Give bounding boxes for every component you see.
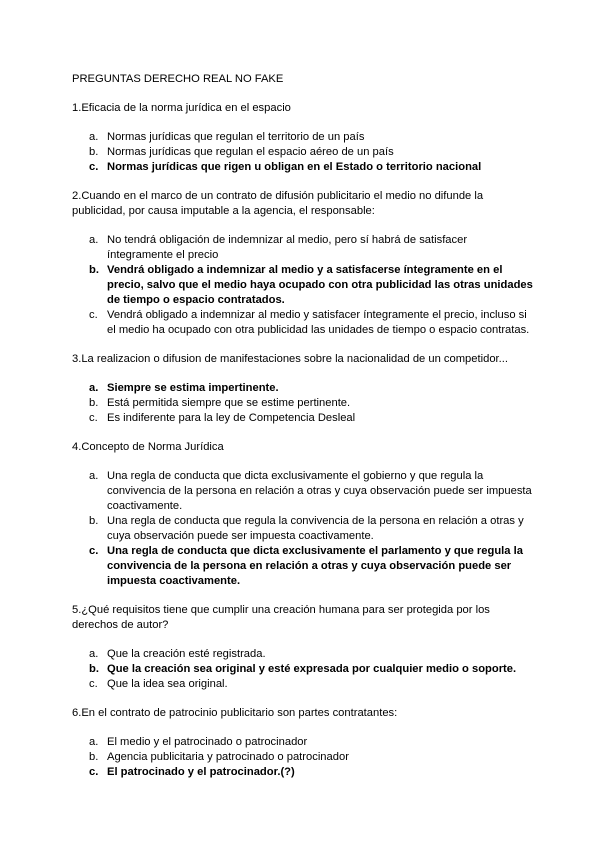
- option-text: Vendrá obligado a indemnizar al medio y a satisfacerse íntegramente en el precio, salvo que el medio haya ocupado con otra publicidad las otras unidades de tiempo o espacio contratados.: [107, 264, 533, 306]
- option-letter: c.: [89, 678, 98, 690]
- option-text: Está permitida siempre que se estime pertinente.: [107, 397, 351, 409]
- question-text: 2.Cuando en el marco de un contrato de difusión publicitario el medio no difunde la publicidad, por causa imputable a la agencia, el responsable:: [72, 190, 484, 217]
- question-3: [72, 352, 534, 426]
- option-letter: c.: [89, 766, 99, 778]
- option-list: [72, 130, 534, 175]
- option-text: Es indiferente para la ley de Competencia Desleal: [107, 412, 356, 424]
- correct-answer-option: [72, 662, 534, 677]
- option-text: Normas jurídicas que regulan el espacio aéreo de un país: [107, 146, 394, 158]
- option-text: Que la idea sea original.: [107, 678, 228, 690]
- option-letter: b.: [89, 663, 99, 675]
- option-text: El medio y el patrocinado o patrocinador: [107, 736, 308, 748]
- answer-option: [72, 396, 534, 411]
- answer-option: [72, 308, 534, 338]
- option-letter: c.: [89, 545, 99, 557]
- question-5: [72, 603, 534, 692]
- option-letter: a.: [89, 382, 99, 394]
- answer-option: [72, 677, 534, 692]
- option-letter: a.: [89, 736, 99, 748]
- option-letter: b.: [89, 264, 99, 276]
- answer-option: [72, 411, 534, 426]
- option-letter: c.: [89, 309, 98, 321]
- option-text: Que la creación sea original y esté expresada por cualquier medio o soporte.: [107, 663, 517, 675]
- option-letter: b.: [89, 397, 99, 409]
- answer-option: [72, 233, 534, 263]
- option-text: No tendrá obligación de indemnizar al medio, pero sí habrá de satisfacer íntegramente el precio: [107, 234, 468, 261]
- correct-answer-option: [72, 381, 534, 396]
- question-text: 4.Concepto de Norma Jurídica: [72, 441, 224, 453]
- option-text: Vendrá obligado a indemnizar al medio y satisfacer íntegramente el precio, incluso si el medio ha ocupado con otra publicidad las unidades de tiempo o espacio contratas.: [107, 309, 530, 336]
- answer-option: [72, 145, 534, 160]
- option-text: Agencia publicitaria y patrocinado o patrocinador: [107, 751, 349, 763]
- option-letter: b.: [89, 751, 99, 763]
- option-list: [72, 381, 534, 426]
- option-list: [72, 469, 534, 589]
- option-letter: a.: [89, 131, 99, 143]
- option-list: [72, 647, 534, 692]
- option-text: Que la creación esté registrada.: [107, 648, 266, 660]
- correct-answer-option: [72, 765, 534, 780]
- question-4: [72, 440, 534, 589]
- question-list: [72, 101, 534, 780]
- question-text: 5.¿Qué requisitos tiene que cumplir una creación humana para ser protegida por los derechos de autor?: [72, 604, 490, 631]
- answer-option: [72, 469, 534, 514]
- option-letter: a.: [89, 470, 99, 482]
- correct-answer-option: [72, 263, 534, 308]
- answer-option: [72, 735, 534, 750]
- option-letter: c.: [89, 161, 99, 173]
- question-text: 6.En el contrato de patrocinio publicitario son partes contratantes:: [72, 707, 398, 719]
- option-text: Normas jurídicas que regulan el territorio de un país: [107, 131, 365, 143]
- option-letter: b.: [89, 146, 99, 158]
- answer-option: [72, 514, 534, 544]
- option-text: Una regla de conducta que regula la convivencia de la persona en relación a otras y cuya observación puede ser impuesta coactivamente.: [107, 515, 524, 542]
- answer-option: [72, 750, 534, 765]
- option-letter: a.: [89, 234, 99, 246]
- question-text: 3.La realizacion o difusion de manifestaciones sobre la nacionalidad de un competidor...: [72, 353, 508, 365]
- question-text: 1.Eficacia de la norma jurídica en el espacio: [72, 102, 291, 114]
- option-letter: b.: [89, 515, 99, 527]
- question-6: [72, 706, 534, 780]
- document-title: PREGUNTAS DERECHO REAL NO FAKE: [72, 73, 284, 85]
- option-text: Una regla de conducta que dicta exclusivamente el gobierno y que regula la convivencia de la persona en relación a otras y cuya observación puede ser impuesta coactivamente.: [107, 470, 532, 512]
- option-text: Una regla de conducta que dicta exclusivamente el parlamento y que regula la convivencia de la persona en relación a otras y cuya observación puede ser impuesta coactivamente.: [107, 545, 523, 587]
- option-list: [72, 735, 534, 780]
- correct-answer-option: [72, 160, 534, 175]
- correct-answer-option: [72, 544, 534, 589]
- question-1: [72, 101, 534, 175]
- option-text: Normas jurídicas que rigen u obligan en el Estado o territorio nacional: [107, 161, 482, 173]
- option-letter: c.: [89, 412, 98, 424]
- option-list: [72, 233, 534, 338]
- answer-option: [72, 130, 534, 145]
- answer-option: [72, 647, 534, 662]
- document-page: [72, 72, 534, 794]
- option-letter: a.: [89, 648, 99, 660]
- question-2: [72, 189, 534, 338]
- option-text: El patrocinado y el patrocinador.(?): [107, 766, 295, 778]
- option-text: Siempre se estima impertinente.: [107, 382, 279, 394]
